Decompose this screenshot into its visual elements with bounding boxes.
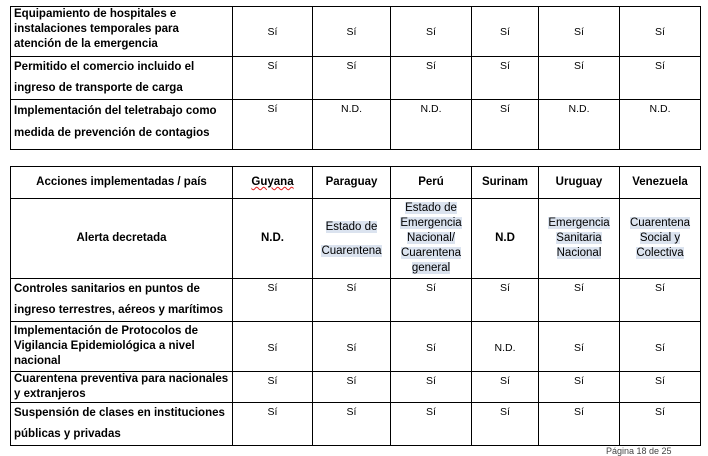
header-country-surinam: Surinam: [472, 167, 539, 199]
action-label: Suspensión de clases en instituciones públicas y privadas: [11, 403, 233, 446]
value-cell: Sí: [233, 322, 313, 372]
table-row: [11, 372, 701, 403]
value-cell: Sí: [539, 57, 620, 100]
value-cell: Sí: [233, 279, 313, 322]
value-cell: N.D.: [539, 100, 620, 150]
table-row: [11, 403, 701, 446]
header-country-uruguay: Uruguay: [539, 167, 620, 199]
action-label: Permitido el comercio incluido el ingreso de transporte de carga: [11, 57, 233, 100]
actions-table-continued: [10, 6, 701, 150]
alert-value: N.D: [472, 199, 539, 279]
value-cell: Sí: [472, 100, 539, 150]
value-cell: Sí: [391, 322, 472, 372]
value-cell: N.D.: [313, 100, 391, 150]
table-header-row: [11, 167, 701, 199]
value-cell: Sí: [313, 57, 391, 100]
value-cell: Sí: [313, 372, 391, 403]
value-cell: Sí: [391, 57, 472, 100]
header-country-paraguay: Paraguay: [313, 167, 391, 199]
value-cell: Sí: [313, 403, 391, 446]
header-country-guyana: Guyana: [233, 167, 313, 199]
value-cell: Sí: [539, 372, 620, 403]
value-cell: Sí: [391, 279, 472, 322]
table-row: [11, 279, 701, 322]
alert-value: [539, 199, 620, 279]
actions-by-country-table: [10, 166, 701, 446]
value-cell: Sí: [233, 7, 313, 57]
value-cell: Sí: [539, 7, 620, 57]
table-row: [11, 100, 701, 150]
value-cell: Sí: [472, 372, 539, 403]
value-cell: Sí: [620, 7, 701, 57]
value-cell: Sí: [233, 372, 313, 403]
table-row: [11, 57, 701, 100]
alert-value-text: Emergencia Sanitaria Nacional: [548, 217, 610, 259]
table-row: [11, 7, 701, 57]
value-cell: Sí: [620, 372, 701, 403]
value-cell: Sí: [313, 7, 391, 57]
value-cell: Sí: [472, 403, 539, 446]
alert-value: [313, 199, 391, 279]
header-country-peru: Perú: [391, 167, 472, 199]
page-number: Página 18 de 25: [606, 446, 672, 456]
value-cell: N.D.: [620, 100, 701, 150]
value-cell: Sí: [620, 279, 701, 322]
alert-value: N.D.: [233, 199, 313, 279]
alert-value: [620, 199, 701, 279]
value-cell: Sí: [313, 279, 391, 322]
alert-value-text: Cuarentena Social y Colectiva: [629, 217, 691, 259]
alert-row: [11, 199, 701, 279]
value-cell: Sí: [472, 7, 539, 57]
value-cell: Sí: [391, 372, 472, 403]
value-cell: Sí: [233, 403, 313, 446]
alert-value-text: Estado de Emergencia Nacional/ Cuarentena general: [400, 202, 462, 274]
alert-value-text: Estado de Cuarentena: [321, 220, 382, 257]
value-cell: Sí: [472, 279, 539, 322]
action-label: Implementación de Protocolos de Vigilancia Epidemiológica a nivel nacional: [11, 322, 233, 372]
value-cell: Sí: [620, 57, 701, 100]
value-cell: Sí: [391, 403, 472, 446]
value-cell: Sí: [313, 322, 391, 372]
table-row: [11, 322, 701, 372]
alert-label: Alerta decretada: [11, 199, 233, 279]
value-cell: Sí: [233, 100, 313, 150]
action-label: Cuarentena preventiva para nacionales y extranjeros: [11, 372, 233, 403]
alert-value: [391, 199, 472, 279]
value-cell: N.D.: [472, 322, 539, 372]
value-cell: N.D.: [391, 100, 472, 150]
header-country-venezuela: Venezuela: [620, 167, 701, 199]
value-cell: Sí: [391, 7, 472, 57]
action-label: Equipamiento de hospitales e instalaciones temporales para atención de la emergencia: [11, 7, 233, 57]
value-cell: Sí: [233, 57, 313, 100]
action-label: Implementación del teletrabajo como medida de prevención de contagios: [11, 100, 233, 150]
header-actions: Acciones implementadas / país: [11, 167, 233, 199]
value-cell: Sí: [472, 57, 539, 100]
value-cell: Sí: [539, 322, 620, 372]
value-cell: Sí: [539, 279, 620, 322]
value-cell: Sí: [620, 322, 701, 372]
value-cell: Sí: [539, 403, 620, 446]
value-cell: Sí: [620, 403, 701, 446]
action-label: Controles sanitarios en puntos de ingreso terrestres, aéreos y marítimos: [11, 279, 233, 322]
